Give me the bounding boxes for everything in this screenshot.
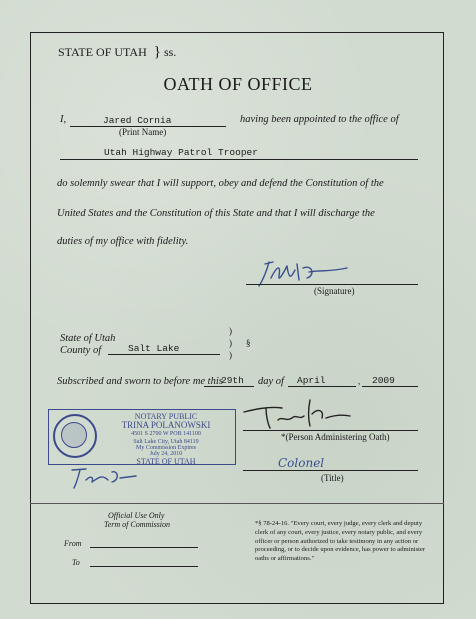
venue-paren-3: ) [229, 350, 232, 360]
county-underline [108, 354, 220, 355]
appointed-text: having been appointed to the office of [240, 114, 399, 125]
year-underline [362, 386, 418, 387]
ss-text: ss. [163, 45, 177, 59]
stamp-title: NOTARY PUBLIC [134, 412, 198, 421]
oath-line-3: duties of my office with fidelity. [57, 236, 189, 247]
signature-caption: (Signature) [314, 286, 355, 296]
subscribed-month: April [297, 375, 326, 386]
official-use-line-2: Term of Commission [104, 520, 170, 529]
subscribed-text: Subscribed and sworn to before me this [57, 376, 223, 387]
stamp-state: STATE OF UTAH [136, 457, 196, 466]
month-underline [288, 386, 356, 387]
title-underline [243, 470, 418, 471]
title-value: Colonel [278, 456, 325, 470]
stamp-text-block [101, 412, 231, 466]
date-comma: , [358, 376, 361, 386]
county-label: County of [60, 345, 102, 356]
state-heading-text: STATE OF UTAH [58, 45, 147, 59]
day-of-text: day of [258, 376, 284, 387]
to-underline [90, 566, 198, 567]
title-caption: (Title) [321, 473, 344, 483]
i-label: I, [60, 114, 67, 125]
from-label: From [64, 539, 82, 548]
heading-brace: } [153, 44, 161, 60]
stamp-city: Salt Lake City, Utah 84119 [133, 439, 199, 445]
stamp-expires-label: My Commission Expires [135, 445, 196, 451]
printed-name: Jared Cornia [103, 115, 172, 126]
document-title: OATH OF OFFICE [163, 74, 313, 94]
county-value: Salt Lake [128, 343, 180, 354]
subscribed-day: 29th [221, 375, 244, 386]
office-underline [60, 159, 418, 160]
venue-paren-1: ) [229, 326, 232, 336]
statute-footnote: *§ 78-24-16. "Every court, every judge, every clerk and deputy clerk of any court, every justice, every notary public, and every officer or person authorized to take testimony in any action or proceeding, or to decide upon evidence, has power to administer oaths or affirmations." [255, 520, 426, 563]
venue-state: State of Utah [60, 333, 116, 344]
signature-underline [246, 284, 418, 285]
notary-stamp [48, 409, 236, 465]
to-label: To [72, 558, 80, 567]
administering-caption: *(Person Administering Oath) [281, 432, 390, 442]
administering-underline [243, 430, 418, 431]
print-name-caption: (Print Name) [119, 127, 167, 137]
day-underline [204, 386, 254, 387]
section-symbol: § [246, 338, 251, 348]
from-underline [90, 547, 198, 548]
section-divider [30, 503, 444, 504]
stamp-expires: July 24, 2010 [149, 451, 183, 457]
stamp-address: 4501 S 2700 W POB 141100 [131, 431, 201, 437]
notary-seal-icon [53, 414, 97, 458]
state-heading [58, 44, 176, 61]
official-use-line-1: Official Use Only [108, 511, 165, 520]
oath-line-1: do solemnly swear that I will support, obey and defend the Constitution of the [57, 178, 384, 189]
notary-signature [68, 466, 148, 490]
stamp-name: TRINA POLANOWSKI [121, 420, 211, 430]
subscribed-year: 2009 [372, 375, 395, 386]
office-title: Utah Highway Patrol Trooper [104, 147, 258, 158]
oath-line-2: United States and the Constitution of this State and that I will discharge the [57, 208, 375, 219]
venue-paren-2: ) [229, 338, 232, 348]
